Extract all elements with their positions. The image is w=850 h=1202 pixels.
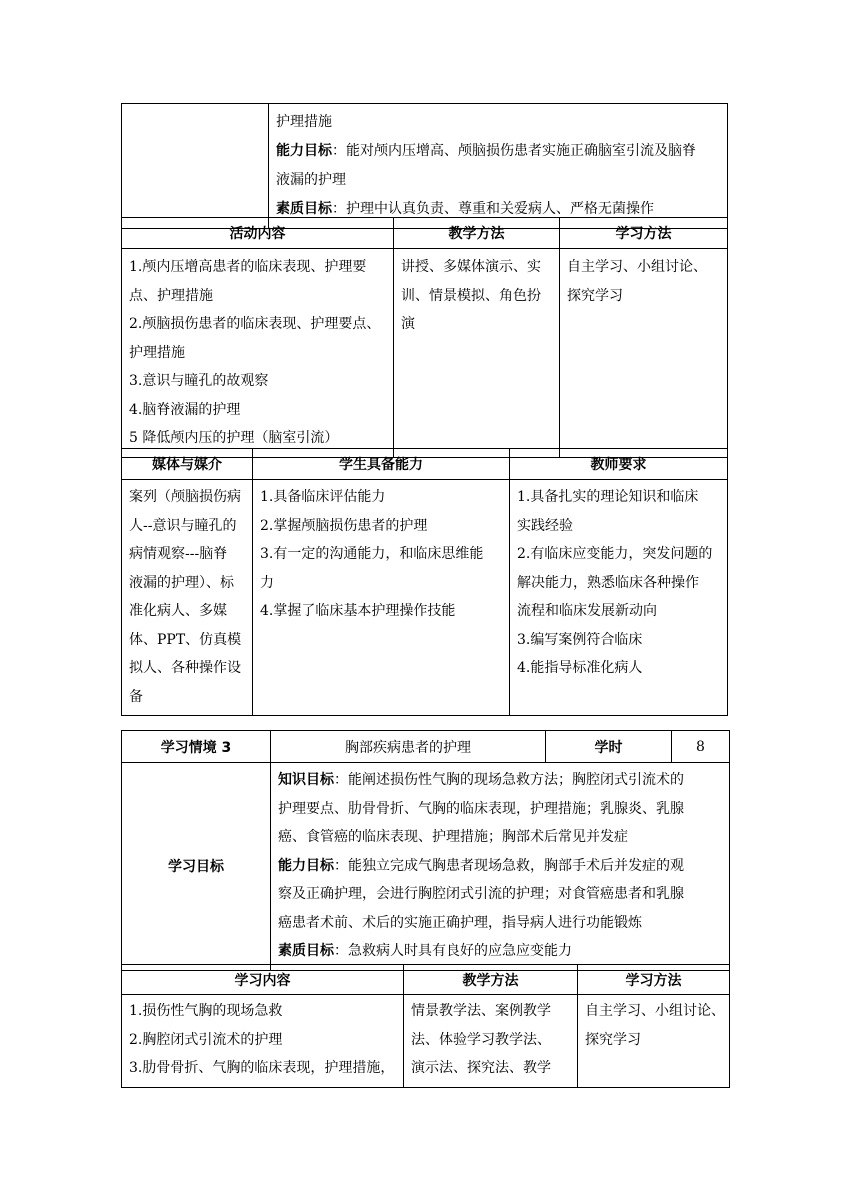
list-item: 备 [129,688,143,705]
situation-label: 学习情境 3 [122,731,271,763]
header-activity-content: 活动内容 [122,218,394,249]
list-item: 3.肋骨骨折、气胸的临床表现，护理措施， [129,1060,395,1076]
header-student-ability: 学生具备能力 [253,449,510,480]
list-item: 演示法、探究法、教学 [411,1060,551,1076]
list-item: 病情观察---脑脊 [129,546,228,562]
knowledge-goal-text: ：能阐述损伤性气胸的现场急救方法；胸腔闭式引流术的 [334,772,684,788]
list-item: 4.掌握了临床基本护理操作技能 [260,603,456,619]
list-item: 护理措施 [129,344,185,361]
list-item: 自主学习、小组讨论、 [567,259,707,275]
media-cell [122,480,253,716]
learning-content-cell [122,995,404,1088]
list-item: 3.意识与瞳孔的故观察 [129,373,269,389]
list-item: 训、情景模拟、角色扮 [401,287,541,304]
header-learning-method: 学习方法 [578,965,730,995]
list-item: 3.有一定的沟通能力，和临床思维能 [260,546,484,562]
learning-content-table [121,964,730,1088]
list-item: 1.具备扎实的理论知识和临床 [517,489,699,505]
list-item: 探究学习 [585,1031,641,1048]
activity-content-cell [122,249,394,458]
hours-label: 学时 [546,731,672,763]
goals-continuation-table [121,103,728,229]
knowledge-goal-text: 癌、食管癌的临床表现、护理措施；胸部术后常见并发症 [278,829,628,845]
header-learning-content: 学习内容 [122,965,404,995]
knowledge-goal-label: 知识目标 [278,772,334,788]
quality-goal-text: ：急救病人时具有良好的应急应变能力 [334,943,572,959]
teaching-method-cell [404,995,578,1088]
quality-goal-label: 素质目标 [278,943,334,959]
goals-text-cell [269,104,728,229]
goals-left-empty-cell [122,104,269,229]
list-item: 点、护理措施 [129,287,213,304]
learning-goals-cell [271,763,730,971]
header-teacher-requirements: 教师要求 [510,449,728,480]
list-item: 案列（颅脑损伤病 [129,489,241,505]
activity-table [121,217,728,458]
list-item: 1.具备临床评估能力 [260,489,386,505]
list-item: 演 [401,316,415,332]
situation-title: 胸部疾病患者的护理 [271,731,546,763]
student-ability-cell [253,480,510,716]
header-learning-method: 学习方法 [560,218,728,249]
list-item: 讲授、多媒体演示、实 [401,259,541,275]
teacher-requirements-cell [510,480,728,716]
ability-goal-text: 察及正确护理，会进行胸腔闭式引流的护理；对食管癌患者和乳腺 [278,886,684,902]
list-item: 解决能力，熟悉临床各种操作 [517,574,699,591]
quality-goal-label: 素质目标 [276,201,332,217]
header-media: 媒体与媒介 [122,449,253,480]
learning-goals-label: 学习目标 [122,763,271,971]
ability-goal-label: 能力目标 [276,143,332,159]
ability-goal-text: ：能独立完成气胸患者现场急救，胸部手术后并发症的观 [334,857,684,874]
ability-goal-text: 癌患者术前、术后的实施正确护理，指导病人进行功能锻炼 [278,914,642,931]
goal-line: 护理措施 [276,114,332,130]
header-teaching-method: 教学方法 [394,218,560,249]
list-item: 4.能指导标准化病人 [517,660,643,676]
learning-method-cell [560,249,728,458]
ability-goal-label: 能力目标 [278,857,334,874]
list-item: 3.编写案例符合临床 [517,631,643,648]
list-item: 2.胸腔闭式引流术的护理 [129,1031,283,1048]
list-item: 拟人、各种操作设 [129,660,241,676]
knowledge-goal-text: 护理要点、肋骨骨折、气胸的临床表现，护理措施；乳腺炎、乳腺 [278,800,684,817]
list-item: 流程和临床发展新动向 [517,603,657,619]
hours-value: 8 [672,731,730,763]
quality-goal-text: ：护理中认真负责、尊重和关爱病人、严格无菌操作 [332,201,654,217]
list-item: 液漏的护理）、标 [129,574,234,591]
learning-method-cell [578,995,730,1088]
teaching-method-cell [394,249,560,458]
ability-goal-text: ：能对颅内压增高、颅脑损伤患者实施正确脑室引流及脑脊 [332,143,696,159]
list-item: 人--意识与瞳孔的 [129,517,237,534]
list-item: 1.损伤性气胸的现场急救 [129,1003,283,1019]
header-teaching-method: 教学方法 [404,965,578,995]
list-item: 2.有临床应变能力，突发问题的 [517,546,713,562]
media-table [121,448,728,716]
list-item: 法、体验学习教学法、 [411,1031,551,1048]
ability-goal-text-cont: 液漏的护理 [276,172,346,188]
list-item: 探究学习 [567,287,623,304]
list-item: 准化病人、多媒 [129,603,227,619]
list-item: 实践经验 [517,517,573,534]
list-item: 自主学习、小组讨论、 [585,1003,725,1019]
list-item: 4.脑脊液漏的护理 [129,401,241,418]
list-item: 2.颅脑损伤患者的临床表现、护理要点、 [129,316,381,332]
list-item: 2.掌握颅脑损伤患者的护理 [260,517,428,534]
list-item: 体、PPT、仿真模 [129,631,242,648]
list-item: 1.颅内压增高患者的临床表现、护理要 [129,259,367,275]
list-item: 5 降低颅内压的护理（脑室引流） [129,430,339,446]
situation-3-table [121,730,730,971]
list-item: 情景教学法、案例教学 [411,1003,551,1019]
list-item: 力 [260,574,274,591]
